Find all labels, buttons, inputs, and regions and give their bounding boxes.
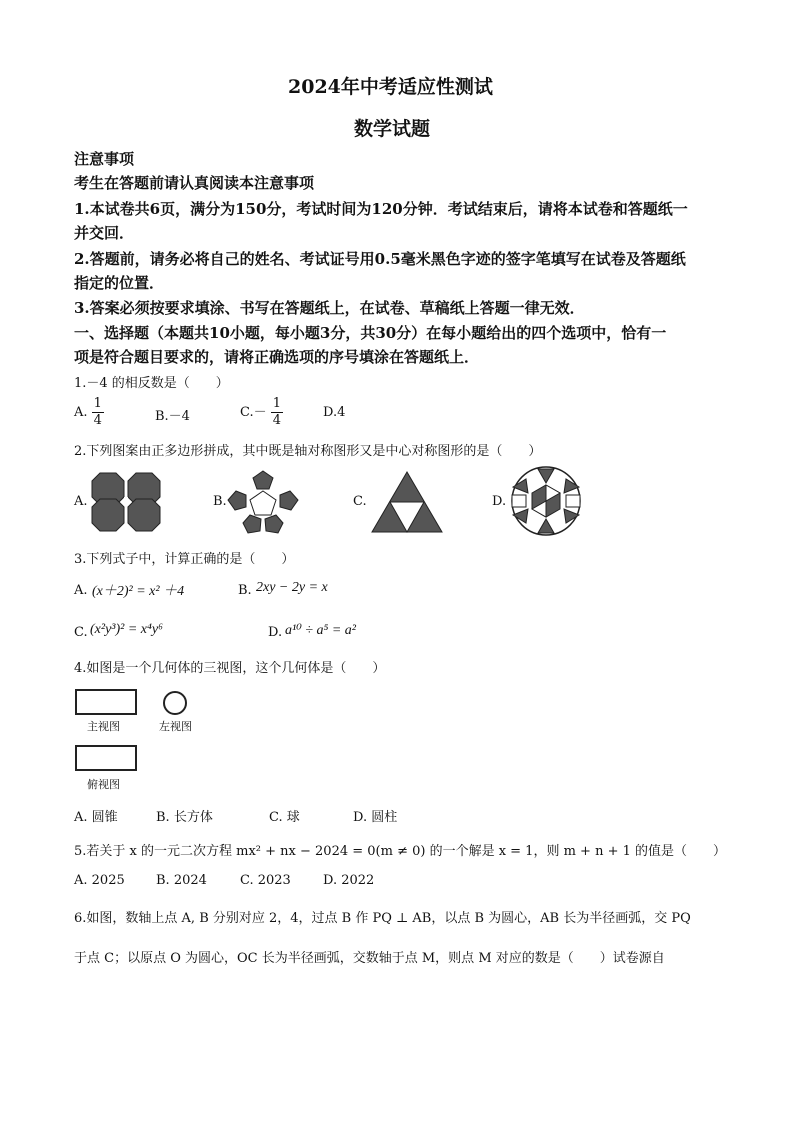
q5-stem: 5.若关于 x 的一元二次方程 mx² + nx − 2024 = 0(m ≠ 0) 的一个解是 x = 1，则 m + n + 1 的值是（ ） — [74, 844, 727, 859]
q3-option-a-label: A. — [74, 583, 88, 598]
notes-item1-line1: 1.本试卷共6页，满分为150分，考试时间为120分钟．考试结束后，请将本试卷和答题纸一 — [74, 200, 688, 218]
q2-figure-b-pentagons — [226, 469, 300, 535]
q1-a-den: 4 — [93, 413, 102, 428]
q3-option-d-expr: a¹⁰ ÷ a⁵ = a² — [285, 623, 357, 638]
q1-option-b: B.－4 — [155, 409, 190, 424]
q2-stem: 2.下列图案由正多边形拼成，其中既是轴对称图形又是中心对称图形的是（ ） — [74, 444, 542, 459]
notes-heading: 注意事项 — [74, 150, 135, 168]
q4-option-c: C. 球 — [269, 810, 300, 825]
q4-top-view-rect — [74, 744, 138, 772]
q4-stem: 4.如图是一个几何体的三视图，这个几何体是（ ） — [74, 661, 386, 676]
notes-item2-line2: 指定的位置． — [74, 274, 165, 292]
q2-figure-c-triangle — [370, 470, 444, 534]
q2-option-b-label: B. — [213, 494, 227, 509]
q1-option-a — [74, 396, 104, 429]
q2-option-a-label: A. — [74, 494, 88, 509]
q1-c-prefix: C.－ — [240, 405, 267, 420]
q4-left-view-label: 左视图 — [159, 720, 192, 733]
page-subtitle: 数学试题 — [354, 118, 431, 140]
notes-intro: 考生在答题前请认真阅读本注意事项 — [74, 174, 315, 192]
q1-a-fraction — [92, 396, 104, 429]
q5-option-a: A. 2025 — [74, 873, 125, 888]
q4-left-view-circle — [160, 688, 190, 718]
q5-option-b: B. 2024 — [156, 873, 207, 888]
q1-option-d: D.4 — [323, 405, 346, 420]
q6-line2: 于点 C；以原点 O 为圆心，OC 长为半径画弧，交数轴于点 M，则点 M 对应的数是（ ）试卷源自 — [74, 951, 665, 966]
notes-item1-line2: 并交回． — [74, 224, 135, 242]
q2-option-c-label: C. — [353, 494, 367, 509]
q3-option-c-expr: (x²y³)² = x⁴y⁶ — [90, 622, 163, 637]
q4-top-view-label: 俯视图 — [87, 778, 120, 791]
page-title: 2024年中考适应性测试 — [288, 76, 493, 98]
q3-stem: 3.下列式子中，计算正确的是（ ） — [74, 552, 295, 567]
q3-option-b-expr: 2xy − 2y = x — [256, 580, 328, 595]
q4-option-d: D. 圆柱 — [353, 810, 398, 825]
q3-option-d-label: D. — [268, 625, 283, 640]
q5-option-c: C. 2023 — [240, 873, 291, 888]
section1-line1: 一、选择题（本题共10小题，每小题3分，共30分）在每小题给出的四个选项中，恰有一 — [74, 324, 667, 342]
q3-option-c-label: C. — [74, 625, 88, 640]
q4-front-view-rect — [74, 688, 138, 716]
q1-option-c — [240, 396, 283, 429]
q1-c-den: 4 — [272, 413, 282, 428]
q1-stem: 1.－4 的相反数是（ ） — [74, 376, 229, 391]
q2-figure-a-octagons — [90, 471, 162, 533]
q4-option-a: A. 圆锥 — [74, 810, 118, 825]
q2-option-d-label: D. — [492, 494, 507, 509]
q3-option-b-label: B. — [238, 583, 252, 598]
q2-figure-d-polygon-ring — [508, 465, 584, 537]
notes-item3: 3.答案必须按要求填涂、书写在答题纸上，在试卷、草稿纸上答题一律无效． — [74, 299, 585, 317]
q4-front-view-label: 主视图 — [87, 720, 120, 733]
q6-line1: 6.如图，数轴上点 A, B 分别对应 2，4，过点 B 作 PQ ⊥ AB，以点 B 为圆心，AB 长为半径画弧，交 PQ — [74, 911, 691, 926]
q5-option-d: D. 2022 — [323, 873, 375, 888]
q3-option-a-expr: (x＋2)² = x² ＋4 — [92, 584, 185, 599]
q1-a-prefix: A. — [74, 405, 88, 420]
q4-option-b: B. 长方体 — [156, 810, 213, 825]
q1-c-fraction — [271, 396, 283, 429]
q1-c-num: 1 — [272, 396, 282, 411]
q1-a-num: 1 — [93, 396, 102, 411]
section1-line2: 项是符合题目要求的，请将正确选项的序号填涂在答题纸上． — [74, 348, 480, 366]
notes-item2-line1: 2.答题前，请务必将自己的姓名、考试证号用0.5毫米黑色字迹的签字笔填写在试卷及答题纸 — [74, 250, 686, 268]
